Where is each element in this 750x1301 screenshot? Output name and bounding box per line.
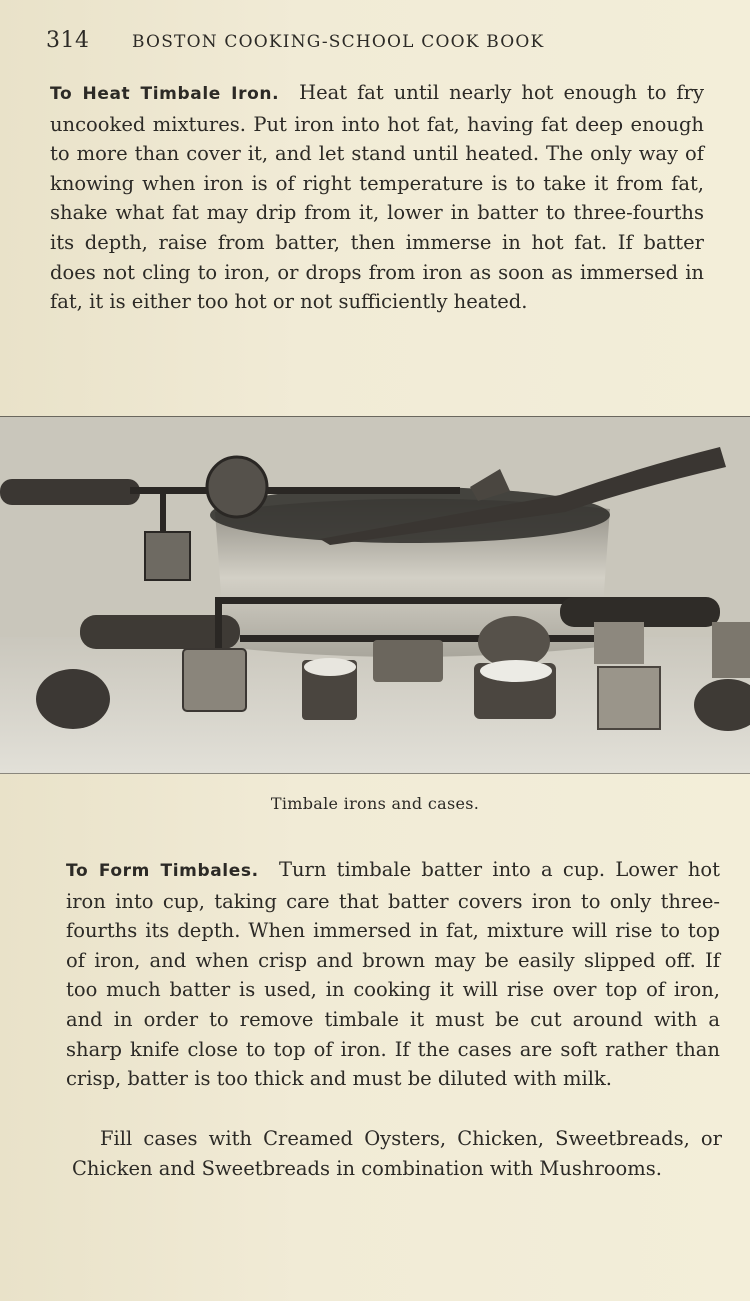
- paragraph-text: Turn timbale batter into a cup. Lower hot iron into cup, taking care that batter covers iron to only three-fourths its depth. When immersed in fat, mixture will rise to top of iron, and when crisp and brown may be easily slipped off. If too much batter is used, in cooking it will rise over top of iron, and in order to remove timbale it must be cut around with a sharp knife close to top of iron. If the cases are soft rather than crisp, batter is too thick and must be diluted with milk.: [66, 858, 721, 1091]
- paragraph-heading: To Heat Timbale Iron.: [50, 84, 280, 104]
- paragraph-form-timbales: [66, 855, 720, 1094]
- paragraph-text: Fill cases with Creamed Oysters, Chicken, Sweetbreads, or Chicken and Sweetbreads in combination with Mushrooms.: [72, 1127, 722, 1180]
- paragraph-text: Heat fat until nearly hot enough to fry uncooked mixtures. Put iron into hot fat, having fat deep enough to more than cover it, and let stand until heated. The only way of knowing when iron is of right temperature is to take it from fat, shake what fat may drip from it, lower in batter to three-fourths its depth, raise from batter, then immerse in hot fat. If batter does not cling to iron, or drops from iron as soon as immersed in fat, it is either too hot or not sufficiently heated.: [50, 81, 704, 314]
- upper-handle: [0, 479, 140, 505]
- timbale-irons-photograph: [0, 416, 750, 774]
- paragraph-heat-timbale-iron: [50, 78, 704, 317]
- figure-caption: Timbale irons and cases.: [270, 794, 480, 813]
- paragraph-heading: To Form Timbales.: [66, 861, 259, 881]
- photo-illustration: [0, 417, 750, 773]
- running-head: [46, 28, 706, 53]
- page-number: 314: [46, 28, 90, 53]
- running-title: BOSTON COOKING-SCHOOL COOK BOOK: [132, 32, 545, 52]
- paragraph-fill-cases: [72, 1124, 722, 1183]
